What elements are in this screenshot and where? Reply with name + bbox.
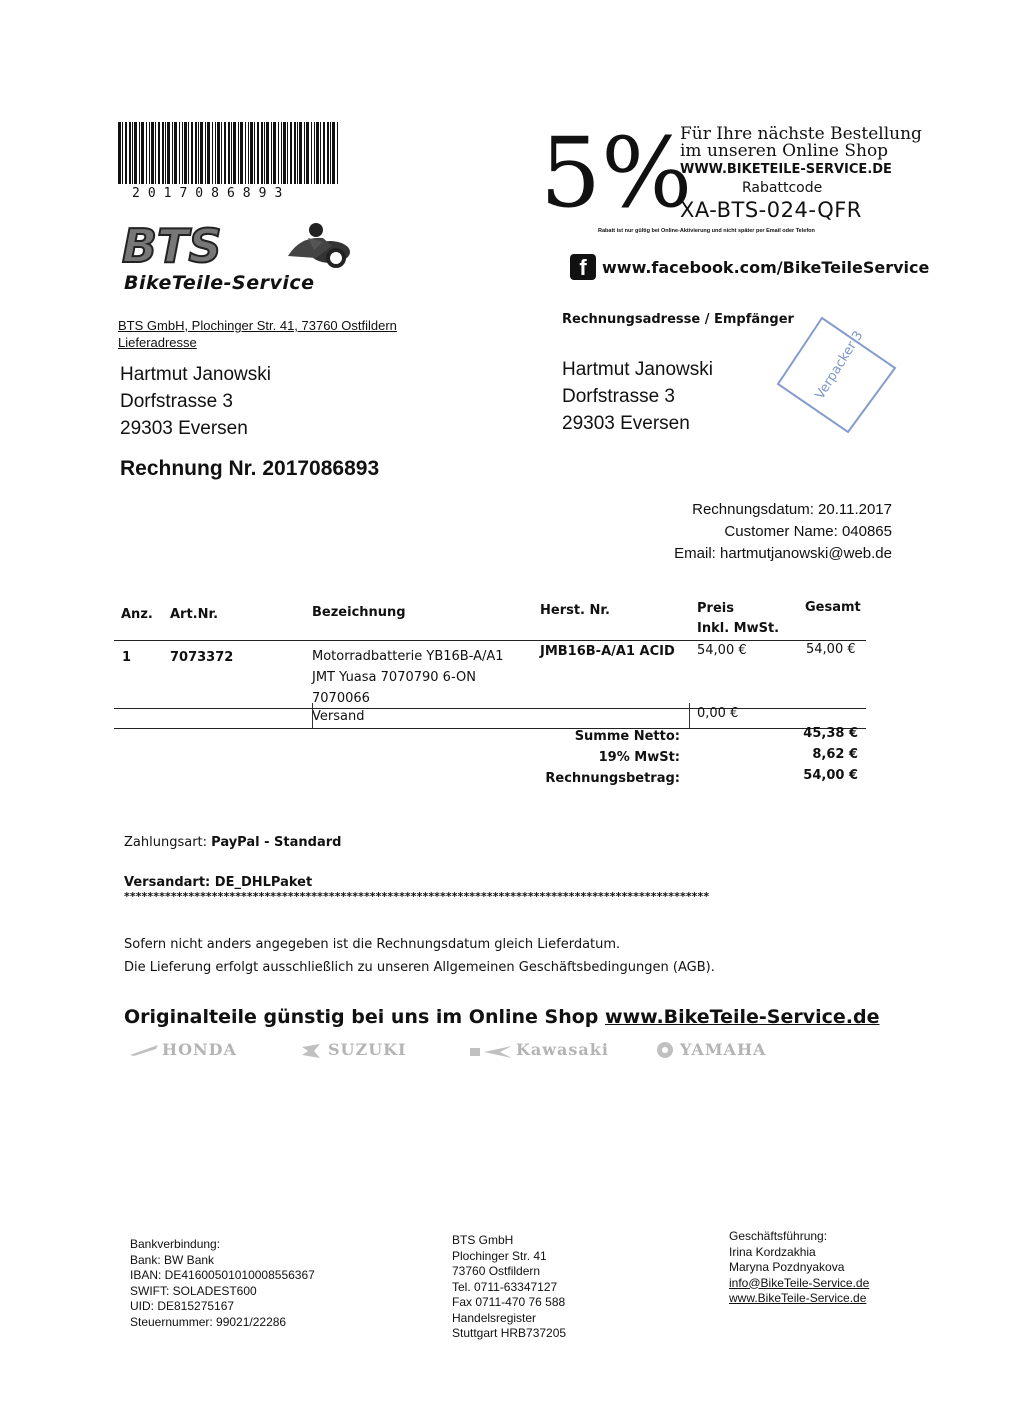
invoice-title: Rechnung Nr. 2017086893 xyxy=(120,457,380,480)
barcode-bar xyxy=(129,122,131,184)
facebook-url[interactable]: www.facebook.com/BikeTeileService xyxy=(602,258,930,277)
payment-method xyxy=(124,835,341,850)
footer-company-line: Tel. 0711-63347127 xyxy=(452,1279,558,1294)
footer-bank-line: UID: DE815275167 xyxy=(130,1299,235,1313)
col-total-header: Gesamt xyxy=(805,600,861,615)
row-total: 54,00 € xyxy=(806,642,856,657)
row-desc-line-1: Motorradbatterie YB16B-A/A1 xyxy=(312,649,504,664)
customer-name: Customer Name: 040865 xyxy=(724,523,892,540)
promo-fine-print: Rabatt ist nur gültig bei Online-Aktivierung und nicht später per Email oder Telefon xyxy=(598,228,815,234)
col-price-header: Preis xyxy=(697,601,734,616)
footer-management-line: Geschäftsführung: xyxy=(729,1229,828,1243)
row-art: 7073372 xyxy=(170,650,234,665)
facebook-icon: f xyxy=(570,254,596,280)
barcode-bar xyxy=(182,122,183,184)
barcode-bar xyxy=(146,122,147,184)
col-art-header: Art.Nr. xyxy=(170,607,219,622)
promo-code-label: Rabattcode xyxy=(742,180,823,196)
barcode-bar xyxy=(118,122,121,184)
delivery-method: Versandart: DE_DHLPaket xyxy=(124,875,313,890)
customer-email: Email: hartmutjanowski@web.de xyxy=(674,545,892,562)
footer-bank xyxy=(130,1237,315,1330)
vat-label: 19% MwSt: xyxy=(598,750,680,765)
row-desc-line-3: 7070066 xyxy=(312,691,370,706)
footer-web-link[interactable]: www.BikeTeile-Service.de xyxy=(729,1291,867,1305)
shipping-street: Dorfstrasse 3 xyxy=(120,391,233,412)
barcode-bar xyxy=(330,122,331,184)
vat-value: 8,62 € xyxy=(812,747,858,762)
stamp-text: Verpacker 3 xyxy=(812,328,867,403)
barcode-bar xyxy=(184,122,187,184)
shipping-row-desc: Versand xyxy=(312,709,365,724)
barcode-bar xyxy=(287,122,288,184)
yamaha-tuning-fork-icon xyxy=(654,1041,676,1059)
logo-mark: BTS xyxy=(122,219,222,273)
motorcycle-rider-icon xyxy=(288,223,350,266)
footer-bank-line: Bank: BW Bank xyxy=(130,1252,215,1267)
barcode-bar xyxy=(316,122,319,184)
logo-subtitle: BikeTeile-Service xyxy=(124,272,315,294)
barcode-bar xyxy=(337,122,338,184)
packer-stamp xyxy=(770,310,900,440)
barcode-bar xyxy=(122,122,123,184)
barcode xyxy=(116,122,340,186)
net-label: Summe Netto: xyxy=(574,729,680,744)
note-line-2: Die Lieferung erfolgt ausschließlich zu unseren Allgemeinen Geschäftsbedingungen (AGB). xyxy=(124,960,715,975)
row-rule xyxy=(114,708,866,709)
separator-stars: **************************************************************************************************** xyxy=(124,890,710,903)
footer-bank-line: Bankverbindung: xyxy=(130,1237,221,1251)
barcode-bar xyxy=(273,122,276,184)
footer-company-line: 73760 Ostfildern xyxy=(452,1264,541,1278)
barcode-bar xyxy=(141,122,144,184)
col-qty-header: Anz. xyxy=(121,607,153,622)
barcode-bar xyxy=(139,122,140,184)
barcode-bar xyxy=(254,122,255,184)
footer-bank-line: SWIFT: SOLADEST600 xyxy=(130,1283,257,1298)
barcode-bar xyxy=(299,122,302,184)
barcode-bar xyxy=(278,122,279,184)
net-value: 45,38 € xyxy=(803,726,858,741)
tagline xyxy=(124,1006,880,1028)
barcode-bar xyxy=(228,122,230,184)
discount-percent-text: 5% xyxy=(540,117,693,229)
barcode-bar xyxy=(191,122,193,184)
barcode-bar xyxy=(217,122,220,184)
table-bottom-rule xyxy=(114,728,866,729)
barcode-bar xyxy=(327,122,329,184)
promo-code: XA-BTS-024-QFR xyxy=(680,198,862,222)
promo-line-1: Für Ihre nächste Bestellung xyxy=(680,124,922,144)
brand-honda: HONDA xyxy=(162,1040,237,1059)
table-header-rule xyxy=(114,640,866,641)
row-description xyxy=(312,646,504,709)
col-price-subheader: Inkl. MwSt. xyxy=(697,621,780,636)
total-value: 54,00 € xyxy=(803,768,858,783)
barcode-bar xyxy=(311,122,312,184)
barcode-bar xyxy=(151,122,154,184)
barcode-bar xyxy=(174,122,177,184)
promo-url[interactable]: WWW.BIKETEILE-SERVICE.DE xyxy=(680,162,892,177)
barcode-bar xyxy=(179,122,180,184)
brand-kawasaki: Kawasaki xyxy=(516,1040,609,1059)
shipping-name: Hartmut Janowski xyxy=(120,364,271,385)
footer-management-line: Irina Kordzakhia xyxy=(729,1244,816,1259)
billing-name: Hartmut Janowski xyxy=(562,359,713,380)
shipping-row-price: 0,00 € xyxy=(697,706,739,721)
barcode-bar xyxy=(245,122,246,184)
barcode-bar xyxy=(167,122,170,184)
footer-email-link[interactable]: info@BikeTeile-Service.de xyxy=(729,1275,870,1290)
promo-line-2: im unseren Online Shop xyxy=(680,141,889,161)
billing-city: 29303 Eversen xyxy=(562,413,690,434)
barcode-bar xyxy=(233,122,236,184)
shipping-address xyxy=(120,361,271,442)
footer-company-line: Fax 0711-470 76 588 xyxy=(452,1295,566,1309)
barcode-bar xyxy=(195,122,197,184)
footer-management-line: Maryna Pozdnyakova xyxy=(729,1260,845,1274)
payment-value: PayPal - Standard xyxy=(211,835,342,850)
shipping-row-left-border xyxy=(312,703,313,729)
note-line-1: Sofern nicht anders angegeben ist die Rechnungsdatum gleich Lieferdatum. xyxy=(124,937,621,952)
shipping-row-mid-border xyxy=(689,703,690,729)
honda-wing-icon xyxy=(130,1043,158,1057)
barcode-bar xyxy=(134,122,137,184)
barcode-bar xyxy=(188,122,189,184)
row-qty: 1 xyxy=(122,650,132,665)
billing-address xyxy=(562,356,713,437)
tagline-url[interactable]: www.BikeTeile-Service.de xyxy=(605,1006,880,1028)
barcode-bar xyxy=(155,122,156,184)
barcode-bar xyxy=(250,122,253,184)
footer-company-line: Stuttgart HRB737205 xyxy=(452,1326,567,1340)
footer-bank-line: Steuernummer: 99021/22286 xyxy=(130,1314,287,1329)
barcode-bar xyxy=(257,122,259,184)
barcode-bar xyxy=(304,122,305,184)
barcode-bar xyxy=(158,122,160,184)
barcode-bar xyxy=(132,122,133,184)
barcode-bar xyxy=(332,122,335,184)
kawasaki-river-mark-icon xyxy=(470,1045,512,1057)
barcode-bar xyxy=(221,122,222,184)
footer-bank-line: IBAN: DE41600501010008556367 xyxy=(130,1268,315,1282)
barcode-bar xyxy=(306,122,309,184)
barcode-bar xyxy=(297,122,298,184)
barcode-bar xyxy=(281,122,282,184)
barcode-bar xyxy=(224,122,226,184)
barcode-bar xyxy=(271,122,272,184)
col-desc-header: Bezeichnung xyxy=(312,605,406,620)
billing-label: Rechnungsadresse / Empfänger xyxy=(562,312,794,327)
barcode-bar xyxy=(290,122,292,184)
barcode-bar xyxy=(215,122,216,184)
barcode-bar xyxy=(283,122,286,184)
barcode-bar xyxy=(198,122,199,184)
barcode-bar xyxy=(125,122,127,184)
barcode-bar xyxy=(294,122,296,184)
discount-percent xyxy=(540,117,693,229)
barcode-bar xyxy=(149,122,150,184)
row-price: 54,00 € xyxy=(697,643,747,658)
billing-street: Dorfstrasse 3 xyxy=(562,386,675,407)
barcode-bar xyxy=(266,122,269,184)
total-label: Rechnungsbetrag: xyxy=(545,771,680,786)
barcode-bar xyxy=(162,122,164,184)
barcode-bar xyxy=(314,122,315,184)
barcode-bar xyxy=(172,122,173,184)
footer-company-line: Handelsregister xyxy=(452,1310,537,1325)
barcode-bar xyxy=(320,122,321,184)
barcode-bar xyxy=(212,122,213,184)
shipping-label: Lieferadresse xyxy=(118,335,197,350)
sender-line: BTS GmbH, Plochinger Str. 41, 73760 Ostfildern xyxy=(118,318,397,333)
col-mfr-header: Herst. Nr. xyxy=(540,603,610,618)
barcode-bar xyxy=(207,122,210,184)
barcode-bar xyxy=(200,122,203,184)
barcode-bar xyxy=(248,122,249,184)
footer-company xyxy=(452,1233,566,1342)
invoice-date: Rechnungsdatum: 20.11.2017 xyxy=(692,501,892,518)
row-mfr: JMB16B-A/A1 ACID xyxy=(540,644,675,659)
barcode-digits: 2017086893 xyxy=(132,186,291,201)
shipping-city: 29303 Eversen xyxy=(120,418,248,439)
barcode-bar xyxy=(231,122,232,184)
brand-suzuki: SUZUKI xyxy=(328,1040,407,1059)
footer-management xyxy=(729,1229,869,1307)
barcode-bar xyxy=(264,122,265,184)
barcode-bar xyxy=(323,122,325,184)
barcode-bar xyxy=(261,122,263,184)
footer-company-line: BTS GmbH xyxy=(452,1233,514,1247)
barcode-bar xyxy=(205,122,206,184)
suzuki-s-icon xyxy=(300,1043,322,1059)
footer-company-line: Plochinger Str. 41 xyxy=(452,1248,547,1263)
brand-yamaha: YAMAHA xyxy=(680,1040,767,1059)
barcode-bar xyxy=(238,122,239,184)
barcode-bar xyxy=(240,122,243,184)
tagline-text: Originalteile günstig bei uns im Online Shop xyxy=(124,1006,606,1028)
barcode-bar xyxy=(165,122,166,184)
row-desc-line-2: JMT Yuasa 7070790 6-ON xyxy=(312,670,476,685)
payment-label: Zahlungsart: xyxy=(124,835,212,850)
